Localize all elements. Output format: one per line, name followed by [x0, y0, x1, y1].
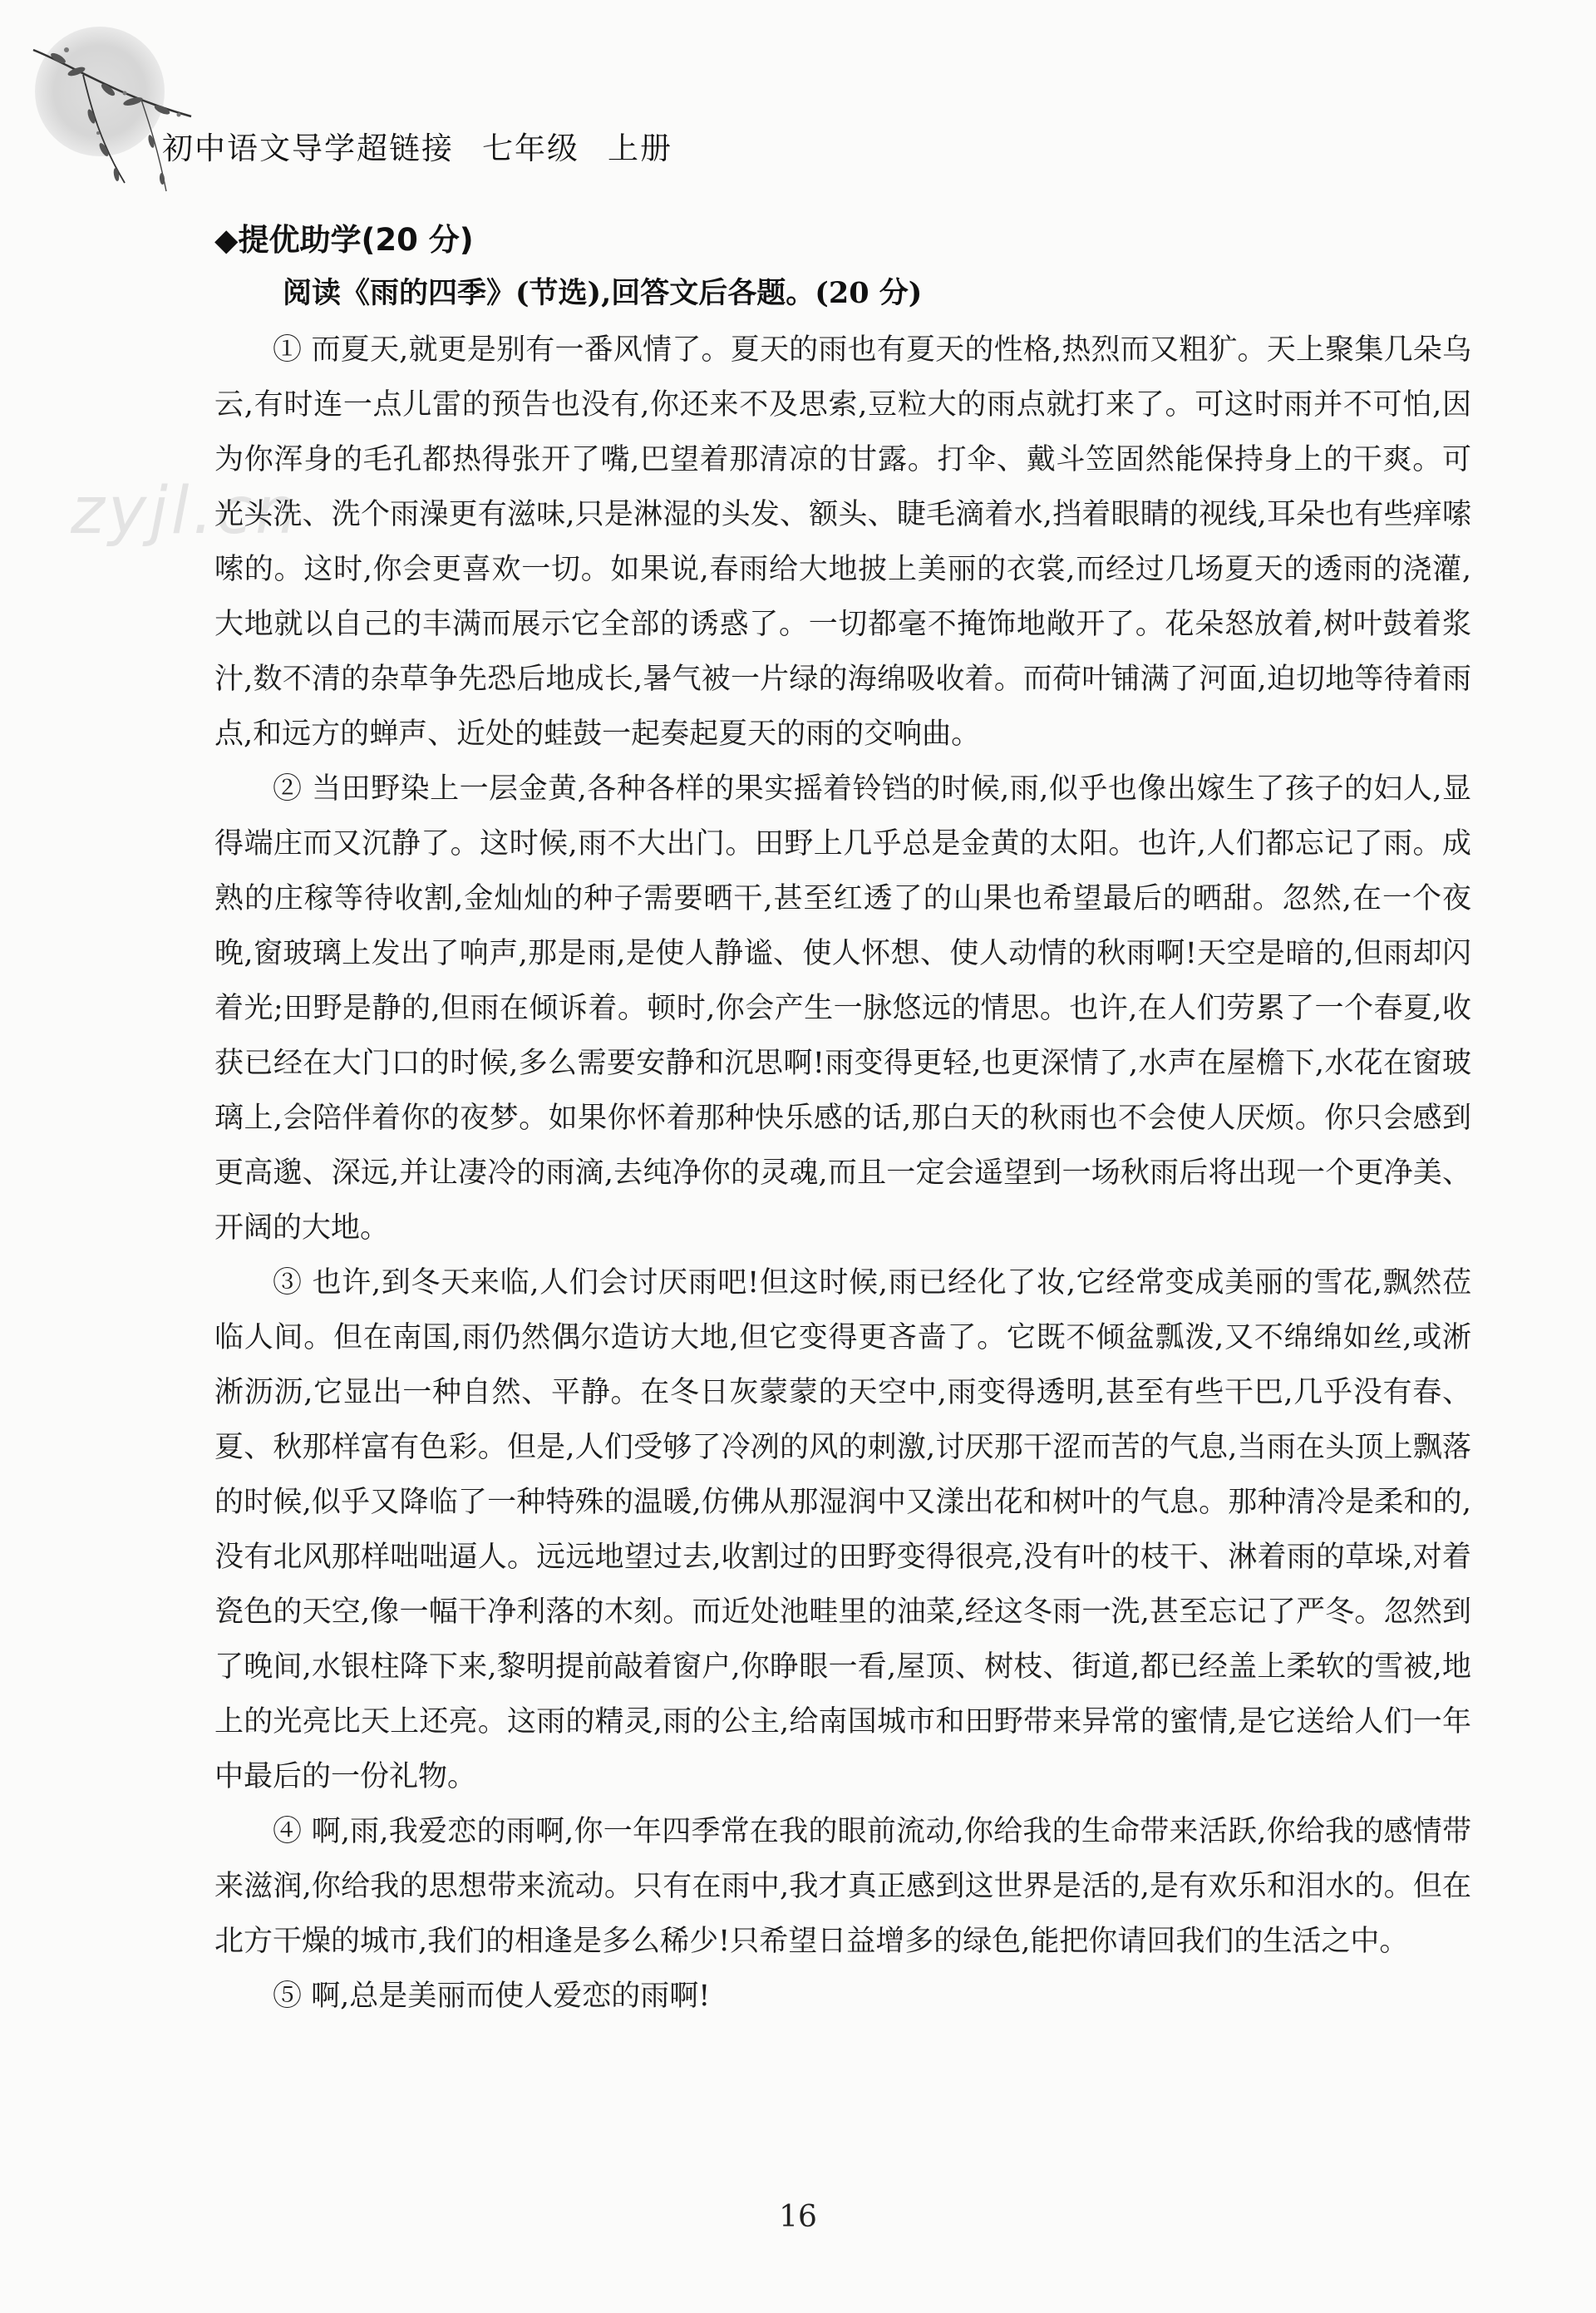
paragraph-4: ④ 啊,雨,我爱恋的雨啊,你一年四季常在我的眼前流动,你给我的生命带来活跃,你给我的感情带来滋润,你给我的思想带来流动。只有在雨中,我才真正感到这世界是活的,是有欢乐和泪水的。但在北方干燥的城市,我们的相逢是多么稀少!只希望日益增多的绿色,能把你请回我们的生活之中。	[214, 1815, 1471, 1958]
paragraph-3: ③ 也许,到冬天来临,人们会讨厌雨吧!但这时候,雨已经化了妆,它经常变成美丽的雪花,飘然莅临人间。但在南国,雨仍然偶尔造访大地,但它变得更吝啬了。它既不倾盆瓢泼,又不绵绵如丝,或淅淅沥沥,它显出一种自然、平静。在冬日灰蒙蒙的天空中,雨变得透明,甚至有些干巴,几乎没有春、夏、秋那样富有色彩。但是,人们受够了冷冽的风的刺激,讨厌那干涩而苦的气息,当雨在头顶上飘落的时候,似乎又降临了一种特殊的温暖,仿佛从那湿润中又漾出花和树叶的气息。那种清冷是柔和的,没有北风那样咄咄逼人。远远地望过去,收割过的田野变得很亮,没有叶的枝干、淋着雨的草垛,对着瓷色的天空,像一幅干净利落的木刻。而近处池畦里的油菜,经这冬雨一洗,甚至忘记了严冬。忽然到了晚间,水银柱降下来,黎明提前敲着窗户,你睁眼一看,屋顶、树枝、街道,都已经盖上柔软的雪被,地上的光亮比天上还亮。这雨的精灵,雨的公主,给南国城市和田野带来异常的蜜情,是它送给人们一年中最后的一份礼物。	[214, 1266, 1471, 1793]
paragraph-2: ② 当田野染上一层金黄,各种各样的果实摇着铃铛的时候,雨,似乎也像出嫁生了孩子的妇人,显得端庄而又沉静了。这时候,雨不大出门。田野上几乎总是金黄的太阳。也许,人们都忘记了雨。成熟的庄稼等待收割,金灿灿的种子需要晒干,甚至红透了的山果也希望最后的晒甜。忽然,在一个夜晚,窗玻璃上发出了响声,那是雨,是使人静谧、使人怀想、使人动情的秋雨啊!天空是暗的,但雨却闪着光;田野是静的,但雨在倾诉着。顿时,你会产生一脉悠远的情思。也许,在人们劳累了一个春夏,收获已经在大门口的时候,多么需要安静和沉思啊!雨变得更轻,也更深情了,水声在屋檐下,水花在窗玻璃上,会陪伴着你的夜梦。如果你怀着那种快乐感的话,那白天的秋雨也不会使人厌烦。你只会感到更高邈、深远,并让凄冷的雨滴,去纯净你的灵魂,而且一定会遥望到一场秋雨后将出现一个更净美、开阔的大地。	[214, 772, 1471, 1245]
running-header	[162, 123, 701, 168]
watermark: zyjl.cn	[71, 474, 300, 549]
grade-label: 七年级	[482, 131, 579, 166]
book-title: 初中语文导学超链接	[162, 131, 454, 166]
paragraph-5: ⑤ 啊,总是美丽而使人爱恋的雨啊!	[273, 1980, 711, 2013]
volume-label: 上册	[608, 131, 672, 166]
reading-instruction: 阅读《雨的四季》(节选),回答文后各题。(20 分)	[283, 276, 923, 310]
section-title: ◆提优助学(20 分)	[214, 222, 474, 258]
moon-branch-illustration	[25, 17, 216, 208]
page-number: 16	[779, 2200, 817, 2234]
paragraph-1: ① 而夏天,就更是别有一番风情了。夏天的雨也有夏天的性格,热烈而又粗犷。天上聚集几朵乌云,有时连一点儿雷的预告也没有,你还来不及思索,豆粒大的雨点就打来了。可这时雨并不可怕,因为你浑身的毛孔都热得张开了嘴,巴望着那清凉的甘露。打伞、戴斗笠固然能保持身上的干爽。可光头洗、洗个雨澡更有滋味,只是淋湿的头发、额头、睫毛滴着水,挡着眼睛的视线,耳朵也有些痒嗦嗦的。这时,你会更喜欢一切。如果说,春雨给大地披上美丽的衣裳,而经过几场夏天的透雨的浇灌,大地就以自己的丰满而展示它全部的诱惑了。一切都毫不掩饰地敞开了。花朵怒放着,树叶鼓着浆汁,数不清的杂草争先恐后地成长,暑气被一片绿的海绵吸收着。而荷叶铺满了河面,迫切地等待着雨点,和远方的蝉声、近处的蛙鼓一起奏起夏天的雨的交响曲。	[214, 333, 1471, 751]
passage-body	[214, 323, 1471, 2024]
